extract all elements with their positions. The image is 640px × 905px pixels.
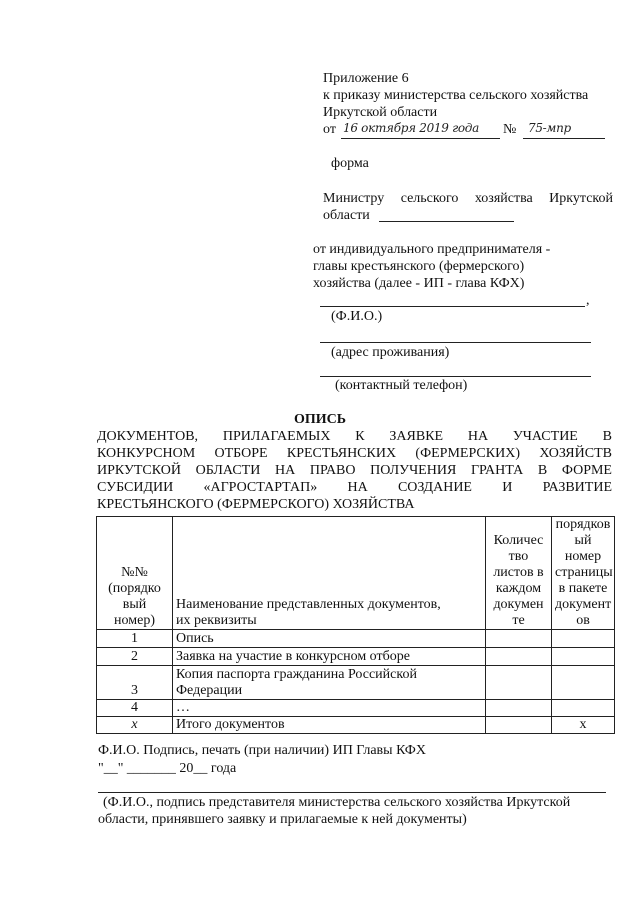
header-num-line: №№ [121, 565, 148, 580]
representative-caption-2: области, принявшего заявку и прилагаемые к ней документы) [98, 812, 467, 827]
addressee-line1: Министру сельского хозяйства Иркутской [323, 191, 613, 206]
annex-number: Приложение 6 [323, 71, 409, 86]
header-count-line: докумен [493, 597, 544, 612]
row-page [552, 666, 615, 700]
form-label: форма [331, 156, 369, 171]
title-line-5: КРЕСТЬЯНСКОГО (ФЕРМЕРСКОГО) ХОЗЯЙСТВА [97, 497, 415, 512]
table-row [97, 648, 615, 666]
title-line-3: ИРКУТСКОЙ ОБЛАСТИ НА ПРАВО ПОЛУЧЕНИЯ ГРАНТА В ФОРМЕ [97, 463, 612, 478]
row-num: 2 [97, 648, 173, 666]
fio-comma: , [586, 293, 590, 308]
title-line-1: ДОКУМЕНТОВ, ПРИЛАГАЕМЫХ К ЗАЯВКЕ НА УЧАСТИЕ В [97, 429, 612, 444]
addressee-underline [379, 221, 514, 222]
phone-underline [320, 376, 591, 377]
header-count-line: листов в [493, 565, 544, 580]
annex-order: к приказу министерства сельского хозяйства [323, 88, 589, 103]
header-page-line: ов [576, 613, 590, 628]
address-caption: (адрес проживания) [331, 345, 450, 360]
annex-number-sign: № [503, 122, 517, 137]
table-row [97, 700, 615, 717]
sender-line2: главы крестьянского (фермерского) [313, 259, 525, 274]
table-row [97, 666, 615, 700]
header-num-line: (порядко [108, 581, 161, 596]
row-count [486, 700, 552, 717]
row-count [486, 648, 552, 666]
annex-region: Иркутской области [323, 105, 438, 120]
annex-number-handwritten: 75-мпр [528, 121, 571, 135]
header-page-line: в пакете [558, 581, 608, 596]
date-underline [341, 138, 500, 139]
row-name: Итого документов [173, 717, 486, 734]
fio-underline [320, 306, 585, 307]
title-line-4: СУБСИДИИ «АГРОСТАРТАП» НА СОЗДАНИЕ И РАЗВИТИЕ [97, 480, 612, 495]
title-line-2: КОНКУРСНОМ ОТБОРЕ КРЕСТЬЯНСКИХ (ФЕРМЕРСКИХ) ХОЗЯЙСТВ [97, 446, 612, 461]
header-count-line: те [512, 613, 525, 628]
header-count-line: Количес [493, 533, 544, 548]
row-count [486, 717, 552, 734]
signature-line: Ф.И.О. Подпись, печать (при наличии) ИП Главы КФХ [98, 743, 426, 758]
fio-caption: (Ф.И.О.) [331, 309, 383, 324]
header-name [173, 517, 486, 630]
representative-caption-1: (Ф.И.О., подпись представителя министерства сельского хозяйства Иркутской [103, 795, 571, 810]
addressee-line2: области [323, 208, 370, 223]
row-page: x [552, 717, 615, 734]
header-num-line: вый [122, 597, 147, 612]
header-num-line: номер) [114, 613, 155, 628]
representative-underline [98, 792, 606, 793]
header-page-line: страницы [555, 565, 613, 580]
annex-from-prefix: от [323, 122, 336, 137]
document-heading: ОПИСЬ [293, 412, 347, 427]
row-num: x [97, 717, 173, 734]
row-name [173, 666, 486, 700]
row-name-line: Федерации [176, 683, 243, 698]
header-count [486, 517, 552, 630]
header-name-line: Наименование представленных документов, [176, 597, 441, 612]
row-count [486, 666, 552, 700]
header-page-line: порядков [555, 517, 611, 532]
sender-line3: хозяйства (далее - ИП - глава КФХ) [313, 276, 525, 291]
header-num [97, 517, 173, 630]
header-page-line: ый номер [564, 533, 602, 564]
row-num: 3 [97, 666, 173, 700]
row-count [486, 630, 552, 648]
number-underline [523, 138, 605, 139]
signature-date: "__" _______ 20__ года [98, 761, 237, 776]
header-page-line: документ [555, 597, 612, 612]
header-page [552, 517, 615, 630]
table-header-row [97, 517, 615, 630]
table-row-total [97, 717, 615, 734]
row-name: Заявка на участие в конкурсном отборе [173, 648, 486, 666]
row-name-line: Копия паспорта гражданина Российской [176, 667, 417, 682]
row-page [552, 700, 615, 717]
row-num: 4 [97, 700, 173, 717]
annex-date-handwritten: 16 октября 2019 года [343, 121, 479, 135]
row-name: Опись [173, 630, 486, 648]
row-num: 1 [97, 630, 173, 648]
address-underline [320, 342, 591, 343]
sender-line1: от индивидуального предпринимателя - [313, 242, 551, 257]
inventory-table [96, 516, 615, 734]
header-count-line: каждом [495, 581, 542, 596]
phone-caption: (контактный телефон) [335, 378, 468, 393]
header-count-line: тво [508, 549, 529, 564]
row-name: … [173, 700, 486, 717]
row-page [552, 630, 615, 648]
table-row [97, 630, 615, 648]
header-name-line: их реквизиты [176, 613, 257, 628]
row-page [552, 648, 615, 666]
